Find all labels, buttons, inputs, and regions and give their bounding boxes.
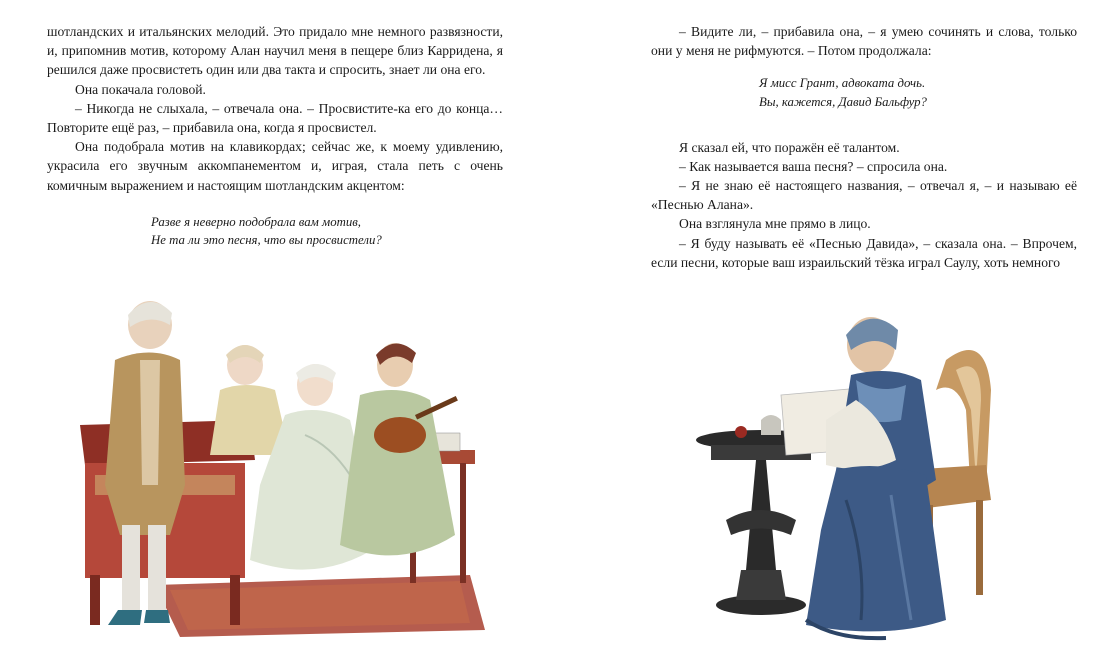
paragraph: – Никогда не слыхала, – отвечала она. – Просвистите-ка его до конца… Повторите ещё раз, – прибавила она, когда я просвистел. [47,100,503,136]
paragraph: Она покачала головой. [75,81,206,97]
paragraph: Она взглянула мне прямо в лицо. [679,216,871,232]
woman-writing-illustration [686,300,1046,645]
paragraph: Она подобрала мотив на клавикордах; сейчас же, к моему удивлению, украсила его звучным аккомпанементом и, играя, стала петь с очень комичным выражением и настоящим шотландским акцентом: [47,139,503,193]
salon-music-illustration [60,285,490,645]
verse-block [651,74,1077,111]
right-page [551,0,1102,649]
paragraph: шотландских и итальянских мелодий. Это придало мне немного развязности, и, припомнив мотив, которому Алан научил меня в пещере близ Карридена, я решился даже просвистеть один или два такта и спросить, знает ли она его. [47,24,503,78]
paragraph: – Как называется ваша песня? – спросила она. [679,158,948,174]
verse-line: Разве я неверно подобрала вам мотив, [151,214,361,229]
verse-line: Не та ли это песня, что вы просвистели? [151,233,382,248]
paragraph: Я сказал ей, что поражён её талантом. [679,139,900,155]
verse-line: Я мисс Грант, адвоката дочь. [759,76,926,91]
left-text-block [47,22,503,250]
paragraph: – Я буду называть её «Песнью Давида», – сказала она. – Впрочем, если песни, которые ваш израильский тёзка играл Саулу, хоть немного [651,235,1077,270]
verse-block [47,213,503,250]
paragraph: – Видите ли, – прибавила она, – я умею сочинять и слова, только они у меня не рифмуются. – Потом продолжала: [651,24,1077,59]
paragraph: – Я не знаю её настоящего названия, – отвечал я, – и называю её «Песнью Алана». [651,178,1077,213]
right-text-block [651,22,1077,272]
verse-line: Вы, кажется, Давид Бальфур? [759,95,927,109]
